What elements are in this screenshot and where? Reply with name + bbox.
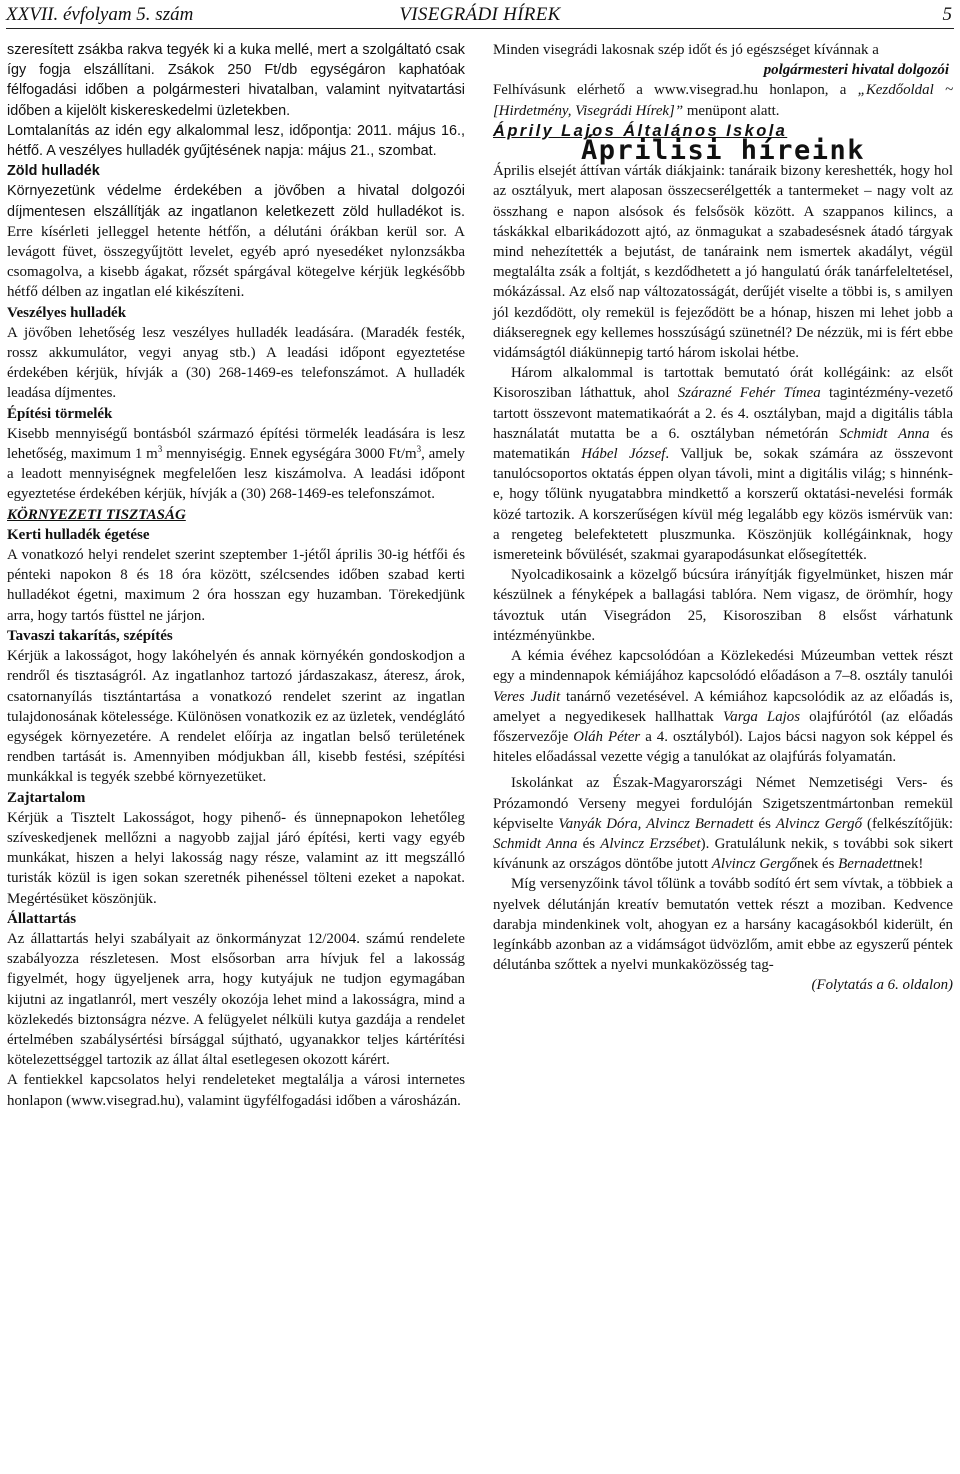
text-run: és — [577, 835, 601, 852]
person-name: Veres Judit — [493, 688, 561, 705]
text-run: . Valljuk be, sokak számára az összevont tanulócsoportos oktatás éppen olyan távoli, mint a digitális világ; s hinnénk-e, hogy tőlünk nyugatabbra mindkettő a korszerű oktatási-nevelési formák közé tartozik. A korszerűségen kívül még legalább egy közös ismérvük van: a rengeteg belefektetett pluszmunka. Köszönjük kollégáinknak, hogy ismereteink bővülését, szakmai gyarapodásunkat elősegítették. — [493, 446, 953, 564]
article-paragraph: Az állattartás helyi szabályait az önkormányzat 12/2004. számú rendelete szabályozza részletesen. Most elsősorban arra hívjuk fel a lakosság figyelmét, hogy ügyeljenek arra, hogy kutyájuk ne tudjon egymagában kijutni az ingatlanról, mert veszély okozója lehet mind a lakosságra, mind a közlekedés biztonságra nézve. A felügyelet nélküli kutya gazdája a rendelet értelmében szabálysértési bírsággal sújtható, ugyanakkor teljes kártérítési kötelezettséggel tartozik az állat által esetlegesen okozott kárért. — [7, 930, 465, 1069]
article-paragraph — [7, 181, 465, 302]
text-run: (felkészítőjük: — [862, 815, 954, 832]
text-run: Kisebb mennyiségű bontásból származó építési törmelék leadására is lesz lehetőség, maximum 1 m — [7, 425, 465, 463]
section-heading: Veszélyes hulladék — [7, 304, 127, 321]
text-run: mennyiségig. Ennek egységára 3000 Ft/m — [162, 446, 417, 463]
school-name: Áprily Lajos Általános Iskola — [493, 121, 788, 140]
bulky-waste-date: Lomtalanítás az idén egy alkalommal lesz, időpontja: 2011. május 16., hétfő. — [7, 122, 465, 160]
text-run: ). Gratulálunk nekik, s további sok sikert kívánunk az országos döntőbe jutott — [493, 835, 953, 873]
right-column — [493, 40, 953, 996]
text-run: és — [753, 815, 776, 832]
article-paragraph: Április elsejét áttívan várták diákjaink: tanáraik bizony kereshették, hogy hol az osztályuk, mert alaposan összecserélgették a tantermeket – nagy volt az összhang e napon alsósok és felsősök között. A szappanos kilincs, a táskákkal elbarikádozott ajtó, az önmagukat a szabadesésnek átadó tárgyak mind nehezítették a bejutást, de tanáraink nem ismertek akadályt, végül megtalálta zsák a foltját, s kezdődhetett a jó hangulatú órák tanárfeleltetésel, mókázással. Az első nap változatosságát, derűjét viselte a többi is, s amilyen jól kezdődött, oly remekül is fejeződött be a hónap, hiszen mi lehet jobb a diákseregnek egy kellemes hosszúságú szünetnél? De nézzük, mi is fért ebbe vidámságtól diákünnepig tartó három iskolai hétbe. — [493, 163, 953, 362]
text-run: , amely a leadott mennyiségnek megfelelően lesz kiszámolva. A leadási időpont egyeztetése érdekében kérjük, hívják a (30) 268-1469-es telefonszámot. — [7, 446, 465, 503]
text-run: A kémia évéhez kapcsolódóan a Közlekedési Múzeumban vettek részt egy a mindennapok kémiájához kapcsolódó előadáson a 7–8. osztály tanulói — [493, 648, 953, 685]
text-run: menüpont alatt. — [683, 102, 780, 119]
person-name: Varga Lajos — [722, 708, 801, 725]
superscript: 3 — [416, 444, 422, 455]
notice-paragraph — [493, 80, 953, 120]
article-paragraph — [7, 121, 465, 161]
person-name: Alvincz Erzsébet — [600, 835, 701, 852]
text-run: Három alkalommal is tartottak bemutató órát kollégáink: az elsőt Kisorosziban láthattuk, ahol — [493, 365, 953, 402]
section-title: KÖRNYEZETI TISZTASÁG — [7, 506, 186, 523]
text-run: nek! — [896, 856, 924, 873]
person-name: Alvincz Gergő — [775, 815, 863, 832]
article-paragraph: Nyolcadikosaink a közelgő búcsúra irányítják figyelmünket, hiszen már készülnek a fényképek a ballagási tablóra. Nem vigasz, de örömhír, hogy távoztuk után Visegrádon 25, Kisorosziban 8 elsőst várhatunk intézményünkbe. — [493, 567, 953, 644]
issue-label: XXVII. évfolyam 5. szám — [6, 4, 194, 25]
page-number: 5 — [942, 4, 952, 25]
article-paragraph: Kérjük a Tisztelt Lakosságot, hogy pihenő- és ünnepnapokon lehetőleg szíveskedjenek mellőzni a nagyobb zajjal járó építési, kerti vagy egyéb munkákat, hiszen a helyi lakosság nagy része, valamint az itt megszálló turisták közül is igen sokan szeretnék pihenéssel tölteni ezeket a napokat. Megértésüket köszönjük. — [7, 809, 465, 907]
page-header — [6, 2, 954, 29]
menu-path: „Kezdőoldal ~ [Hirdetmény, Visegrádi Hírek]” — [493, 82, 954, 119]
signature: polgármesteri hivatal dolgozói — [763, 62, 949, 79]
person-name: Bernadett — [838, 856, 897, 873]
section-heading: Építési törmelék — [7, 405, 113, 422]
text-run: olajfúrótól (az előadás főszervezője — [493, 708, 953, 745]
section-heading: Állattartás — [7, 910, 77, 927]
person-name: Alvincz Gergő — [711, 856, 797, 873]
article-paragraph: A jövőben lehetőség lesz veszélyes hulladék leadására. (Maradék festék, rossz akkumulátor, vegyi anyag stb.) A leadási időpont egyeztetése érdekében kérjük, hívják a (30) 268-1469-es telefonszámot. A hulladék leadása díjmentes. — [7, 324, 465, 402]
section-heading: Zöld hulladék — [7, 163, 100, 180]
text-run: tagintézmény-vezető tartott összevont matematikaórát a 2. és 4. osztályban, majd a digitális tábla használatát mutatta be a 6. osztályban németórán — [493, 385, 953, 442]
article-paragraph: Míg versenyzőink távol tőlünk a tovább sodító ért sem vívtak, a többiek a nyelvek délutánján kreatív bemutatón vettek részt a moziban. Kedvence darabja mindenkinek volt, ahogyan ez a harsány kacagásokból kiderült, én legínkább azonban az a vidámságot üdvözlőm, amit ebbe az egyszerű péntek délutánba szőttek a nyelvi munkaközösség tag- — [493, 876, 953, 974]
superscript: 3 — [157, 444, 163, 455]
person-name: Schmidt Anna — [493, 835, 578, 852]
person-name: Schmidt Anna — [839, 425, 930, 442]
person-name: Vanyák Dóra, Alvincz Bernadett — [558, 815, 754, 832]
article-paragraph: A vonatkozó helyi rendelet szerint szeptember 1-jétől április 30-ig hétfői és pénteki napokon 8 és 18 óra között, szélcsendes időben szabad kerti hulladékot égetni, maximum 2 óra hosszan egy huzamban. Törekedjünk arra, hogy tartós füsttel ne járjon. — [7, 547, 465, 624]
article-title: Áprilisi híreink — [580, 135, 866, 167]
section-heading: Tavaszi takarítás, szépítés — [7, 627, 173, 644]
text-run: a 4. osztályból). Lajos bácsi nagyon sok képpel és hiteles előadással vezette végig a tanulókat az olajfúrás folyamatán. — [493, 728, 953, 766]
person-name: Hábel József — [581, 446, 666, 463]
article-paragraph: szeresített zsákba rakva tegyék ki a kuka mellé, mert a szolgáltató csak így fogja elszállítani. Zsákok 250 Ft/db egységáron kaphatóak félfogadási időben a polgármesteri hivatalban, valamint nyitvatartási időben a kijelölt kiskereskedelmi üzletekben. — [7, 42, 465, 119]
continuation-note: (Folytatás a 6. oldalon) — [811, 977, 953, 994]
text-run: és matematikán — [493, 425, 953, 463]
section-heading: Zajtartalom — [7, 789, 86, 806]
person-name: Szárazné Fehér Tímea — [677, 385, 821, 402]
text-run: nek és — [796, 856, 839, 873]
text-run: Környezetünk védelme érdekében a jövőben a hivatal dolgozói díjmentesen elszállítják az ingatlanon keletkezett zöld hulladékot is. — [7, 183, 465, 220]
article-paragraph — [493, 363, 953, 565]
text-run: Erre kísérleti jelleggel hetente hétfőn, a délutáni órákban kerül sor. A levágott füvet, összegyűjtött levelet, egyéb apró nyesedéket nylonzsákba csomagolva, a kisebb ágakat, rőzsét spárgával kötegelve kérjük legkésőbb hétfő délben az ingatlan elé kikészíteni. — [7, 223, 465, 301]
text-run: Iskolánkat az Észak-Magyarországi Német Nemzetiségi Vers- és Prózamondó Verseny megyei fordulóján Szigetszentmártonban remekül képviselte — [493, 775, 953, 832]
article-paragraph — [493, 646, 953, 767]
newspaper-title: VISEGRÁDI HÍREK — [399, 4, 561, 25]
section-heading: Kerti hulladék égetése — [7, 526, 150, 543]
article-paragraph: A fentiekkel kapcsolatos helyi rendeleteket megtalálja a városi internetes honlapon (www.visegrad.hu), valamint ügyfélfogadási időben a városházán. — [7, 1072, 465, 1109]
article-paragraph: Kérjük a lakosságot, hogy lakóhelyén és annak környékén gondoskodjon a rendről és tisztaságról. Az ingatlanhoz tartozó járdaszakasz, áteresz, árok, csatornanyílás tisztántartása a vonatkozó rendelet szerint az ingatlan tulajdonosának kötelessége. Különösen vonatkozik ez az üzletek, vendéglátó egységek környezetére. A rendelet előírja az ingatlan belső területének rendben tartását is. Amennyiben módjukban áll, kisebb festési, szépítési munkákkal is tegyék szebbé környezetüket. — [7, 648, 465, 786]
person-name: Oláh Péter — [573, 728, 641, 745]
hazardous-waste-date: A veszélyes hulladék gyűjtésének napja: május 21., szombat. — [46, 143, 437, 160]
article-paragraph — [493, 773, 953, 874]
left-column — [7, 40, 465, 1111]
text-run: Felhívásunk elérhető a www.visegrad.hu honlapon, a — [493, 82, 858, 99]
article-paragraph — [7, 424, 465, 505]
greeting-paragraph: Minden visegrádi lakosnak szép időt és jó egészséget kívánnak a — [493, 42, 879, 58]
text-run: tanárnő vezetésével. A kémiához kapcsolódik az az előadás is, amelyet a negyedikesek hallhattak — [493, 688, 953, 725]
